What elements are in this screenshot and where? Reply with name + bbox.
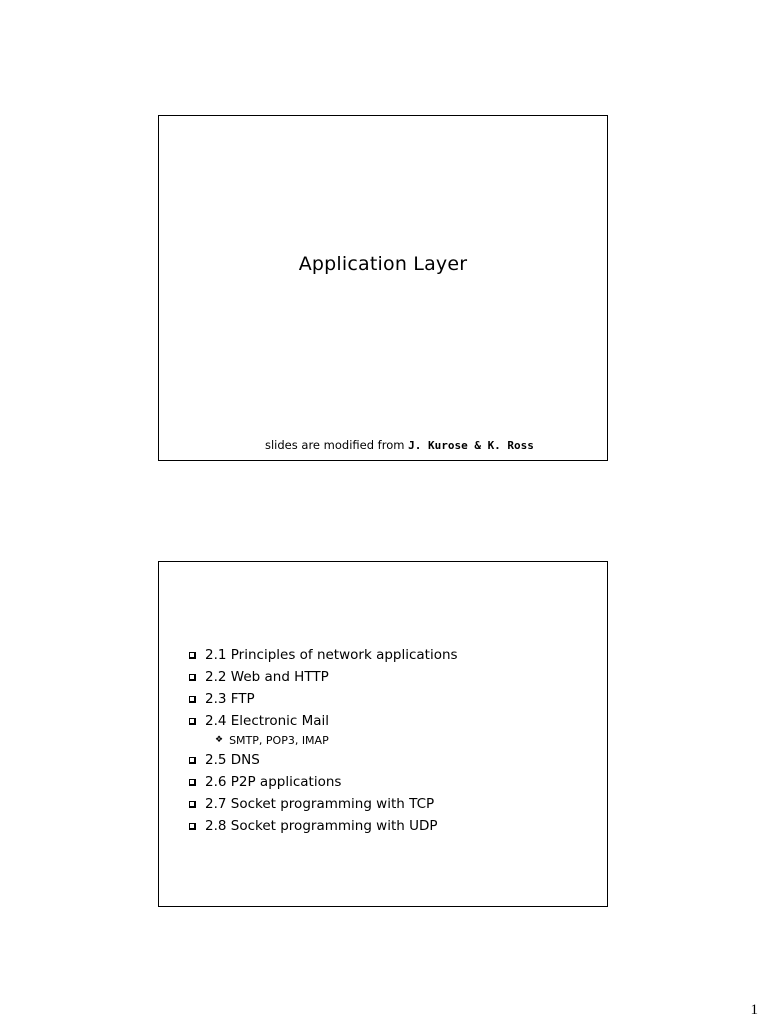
slide-title-page [158, 115, 608, 461]
slide-credit [265, 438, 534, 452]
list-item-label: 2.1 Principles of network applications [205, 647, 458, 663]
checkbox-bullet-icon [189, 779, 196, 786]
list-item-label: 2.4 Electronic Mail [205, 713, 330, 729]
list-item [189, 771, 458, 793]
list-item-label: 2.8 Socket programming with UDP [205, 818, 438, 834]
checkbox-bullet-icon [189, 757, 196, 764]
sub-list-item-label: SMTP, POP3, IMAP [229, 734, 329, 747]
list-item-label: 2.5 DNS [205, 752, 260, 768]
checkbox-bullet-icon [189, 696, 196, 703]
outline-list [189, 644, 458, 837]
list-item-label: 2.3 FTP [205, 691, 255, 707]
checkbox-bullet-icon [189, 718, 196, 725]
list-item-label: 2.2 Web and HTTP [205, 669, 329, 685]
slide-outline [158, 561, 608, 907]
list-item [189, 688, 458, 710]
page-number: 1 [750, 1002, 758, 1018]
list-item [189, 793, 458, 815]
list-item [189, 644, 458, 666]
sub-list-item [189, 732, 458, 749]
checkbox-bullet-icon [189, 823, 196, 830]
list-item-label: 2.7 Socket programming with TCP [205, 796, 435, 812]
credit-prefix: slides are modified from [265, 438, 405, 452]
list-item [189, 815, 458, 837]
checkbox-bullet-icon [189, 674, 196, 681]
diamond-bullet-icon: ❖ [215, 735, 224, 745]
list-item [189, 749, 458, 771]
list-item [189, 666, 458, 688]
list-item-label: 2.6 P2P applications [205, 774, 342, 790]
list-item [189, 710, 458, 732]
credit-author: J. Kurose & K. Ross [408, 439, 534, 452]
checkbox-bullet-icon [189, 652, 196, 659]
slide-title: Application Layer [298, 253, 468, 275]
checkbox-bullet-icon [189, 801, 196, 808]
